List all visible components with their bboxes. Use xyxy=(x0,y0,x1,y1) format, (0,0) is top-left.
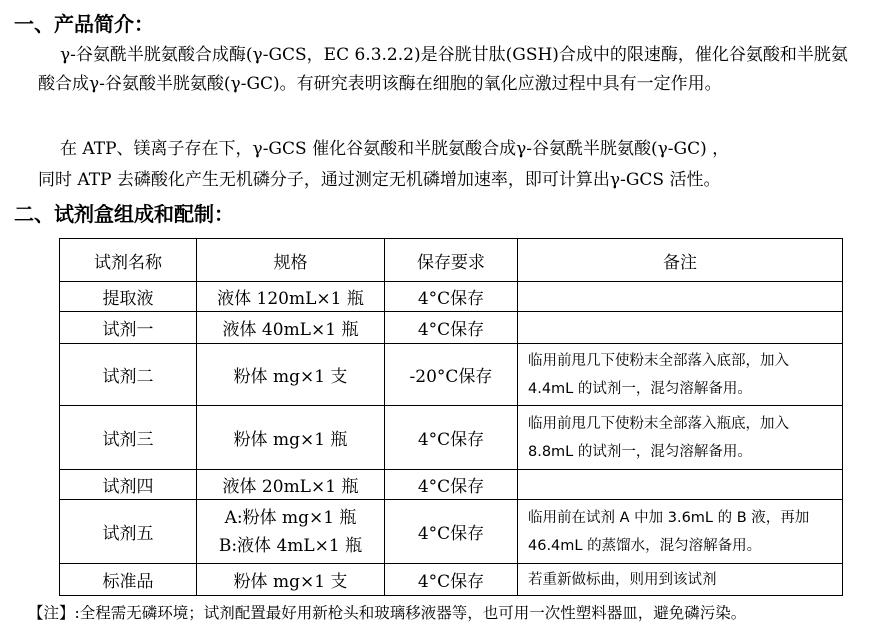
principle-line-2: 同时 ATP 去磷酸化产生无机磷分子，通过测定无机磷增加速率，即可计算出γ-GCS 活性。 xyxy=(38,170,721,190)
table-row xyxy=(60,406,843,470)
cell-name: 试剂三 xyxy=(60,406,197,470)
table-row xyxy=(60,282,843,312)
cell-note: 临用前甩几下使粉末全部落入瓶底，加入 8.8mL 的试剂一，混匀溶解备用。 xyxy=(518,406,843,470)
principle-line-1: 在 ATP、镁离子存在下，γ-GCS 催化谷氨酸和半胱氨酸合成γ-谷氨酰半胱氨酸(γ-GC) ， xyxy=(60,139,730,159)
header-name: 试剂名称 xyxy=(60,239,197,282)
cell-storage: 4°C保存 xyxy=(385,564,518,596)
table-row xyxy=(60,344,843,406)
header-spec: 规格 xyxy=(197,239,385,282)
cell-storage: 4°C保存 xyxy=(385,500,518,564)
intro-paragraph xyxy=(38,41,850,99)
section-heading-intro: 一、产品简介： xyxy=(14,12,154,36)
footnote: 【注】:全程需无磷环境；试剂配置最好用新枪头和玻璃移液器等，也可用一次性塑料器皿，避免磷污染。 xyxy=(28,604,747,622)
cell-name: 试剂二 xyxy=(60,344,197,406)
cell-spec: 液体 40mL×1 瓶 xyxy=(197,312,385,344)
reagent-table xyxy=(59,238,843,596)
table-row xyxy=(60,500,843,564)
cell-storage: -20°C保存 xyxy=(385,344,518,406)
cell-storage: 4°C保存 xyxy=(385,282,518,312)
table-header-row xyxy=(60,239,843,282)
cell-spec: 粉体 mg×1 支 xyxy=(197,344,385,406)
cell-note: 临用前甩几下使粉末全部落入底部，加入 4.4mL 的试剂一，混匀溶解备用。 xyxy=(518,344,843,406)
cell-note xyxy=(518,282,843,312)
cell-name: 试剂一 xyxy=(60,312,197,344)
cell-storage: 4°C保存 xyxy=(385,312,518,344)
cell-name: 试剂四 xyxy=(60,470,197,500)
cell-name: 标准品 xyxy=(60,564,197,596)
cell-spec-b: B:液体 4mL×1 瓶 xyxy=(218,535,363,556)
cell-storage: 4°C保存 xyxy=(385,470,518,500)
cell-spec: 粉体 mg×1 支 xyxy=(197,564,385,596)
header-note: 备注 xyxy=(518,239,843,282)
table-row xyxy=(60,564,843,596)
cell-spec-multi xyxy=(197,500,385,564)
cell-spec: 粉体 mg×1 瓶 xyxy=(197,406,385,470)
cell-name: 试剂五 xyxy=(60,500,197,564)
cell-note: 临用前在试剂 A 中加 3.6mL 的 B 液，再加 46.4mL 的蒸馏水，混匀溶解备用。 xyxy=(518,500,843,564)
intro-paragraph-text: γ-谷氨酰半胱氨酸合成酶(γ-GCS，EC 6.3.2.2)是谷胱甘肽(GSH)合成中的限速酶，催化谷氨酸和半胱氨酸合成γ-谷氨酸半胱氨酸(γ-GC)。有研究表明该酶在细胞的氧化应激过程中具有一定作用。 xyxy=(38,45,848,94)
table-row xyxy=(60,312,843,344)
cell-note: 若重新做标曲，则用到该试剂 xyxy=(518,564,843,596)
cell-storage: 4°C保存 xyxy=(385,406,518,470)
cell-note xyxy=(518,470,843,500)
section-heading-kit: 二、试剂盒组成和配制： xyxy=(14,202,234,226)
header-storage: 保存要求 xyxy=(385,239,518,282)
cell-note xyxy=(518,312,843,344)
cell-spec: 液体 20mL×1 瓶 xyxy=(197,470,385,500)
cell-spec-a: A:粉体 mg×1 瓶 xyxy=(224,507,357,528)
cell-name: 提取液 xyxy=(60,282,197,312)
table-row xyxy=(60,470,843,500)
cell-spec: 液体 120mL×1 瓶 xyxy=(197,282,385,312)
